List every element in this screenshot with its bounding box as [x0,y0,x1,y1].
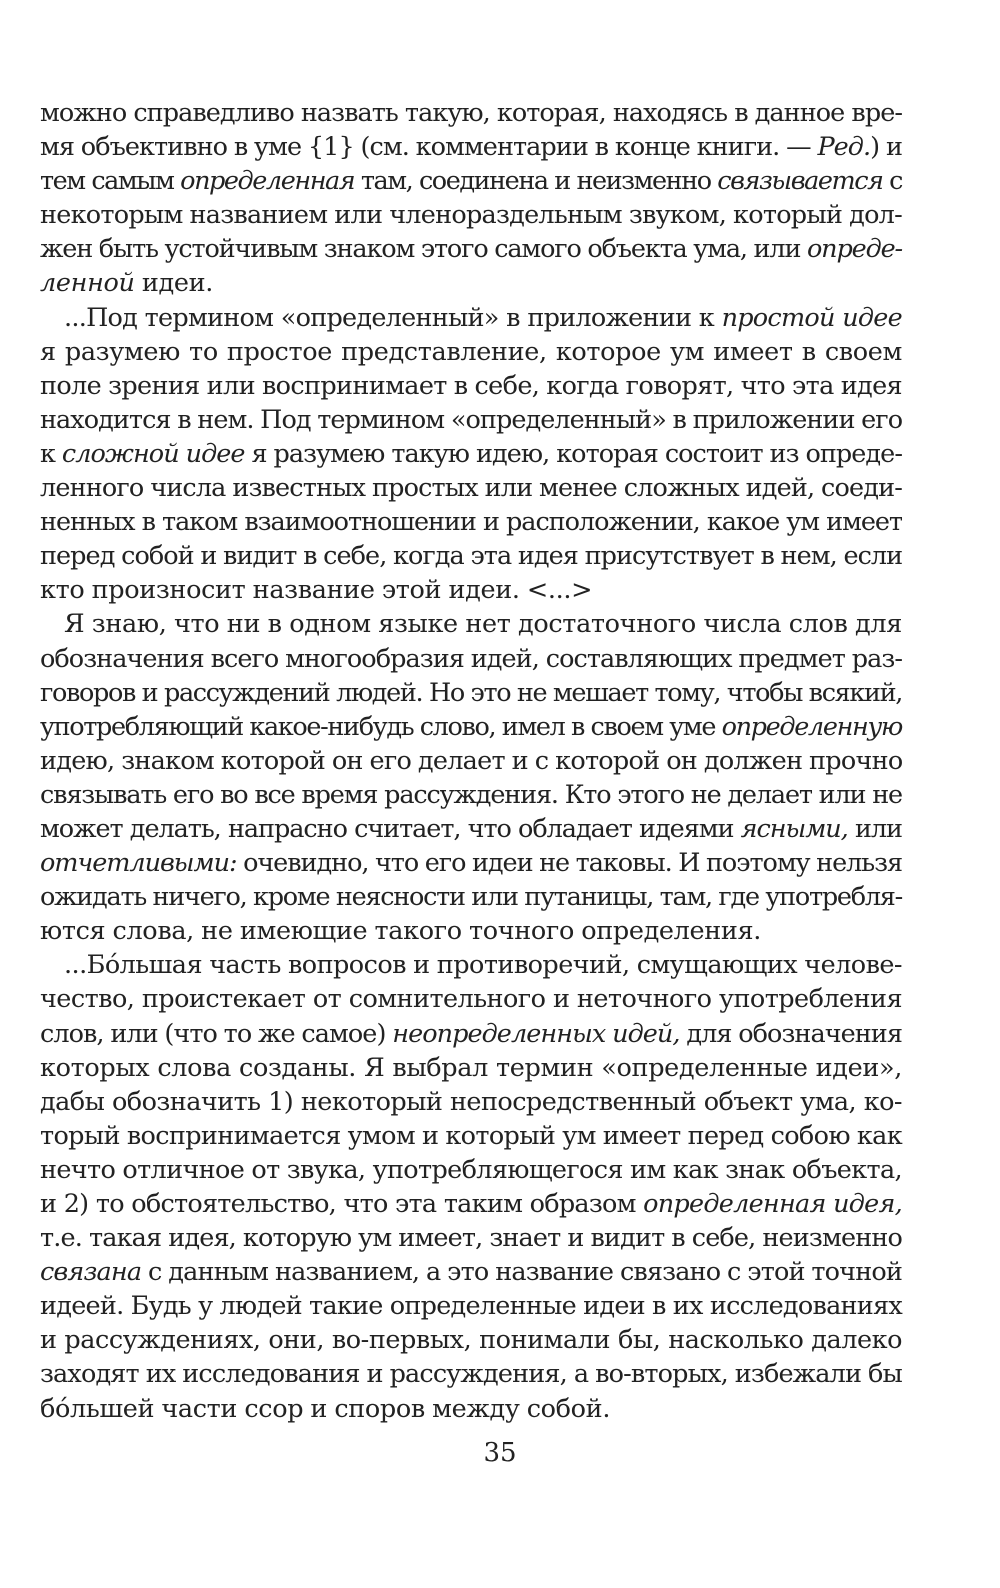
italic-text: опреде- [806,234,902,265]
text-line: торый воспринимается умом и который ум имеет перед собою как [40,1120,902,1151]
text-line: бóльшей части ссор и споров между собой. [40,1393,611,1424]
text-line: кто произносит название этой идеи. <...> [40,575,593,606]
italic-text: простой идее [721,302,902,333]
text-line: дабы обозначить 1) некоторый непосредственный объект ума, ко- [40,1086,902,1117]
text-line: находится в нем. Под термином «определенный» в приложении его [40,404,903,435]
text-line: ются слова, не имеющие такого точного определения. [40,916,762,947]
text-line: чество, проистекает от сомнительного и неточного употребления [40,984,902,1015]
text-line: к сложной идее я разумею такую идею, которая состоит из опреде- [40,438,902,469]
italic-text: определенная идея, [643,1189,902,1219]
text-line: поле зрения или воспринимает в себе, когда говорят, что эта идея [40,370,902,401]
text-line: т.е. такая идея, которую ум имеет, знает и видит в себе, неизменно [40,1223,902,1254]
text-line: идеей. Будь у людей такие определенные идеи в их исследованиях [40,1291,902,1322]
text-line: отчетливыми: очевидно, что его идеи не таковы. И поэтому нельзя [40,848,902,879]
text-line: жен быть устойчивым знаком этого самого объекта ума, или опреде- [40,234,902,265]
paragraph-2 [40,301,902,608]
paragraph-4 [40,948,902,1425]
text-line: говоров и рассуждений людей. Но это не мешает тому, чтобы всякий, [40,677,902,708]
text-line: мя объективно в уме {1} (см. комментарии в конце книги. — Ред.) и [40,132,902,163]
text-line: заходят их исследования и рассуждения, а во-вторых, избежали бы [40,1359,902,1390]
text-line: ...Под термином «определенный» в приложении к простой идее [64,302,902,333]
text-line: ленной идеи. [40,268,214,299]
text-line: которых слова созданы. Я выбрал термин «определенные идеи», [40,1052,902,1083]
text-line: ленного числа известных простых или менее сложных идей, соеди- [40,473,902,504]
italic-text: отчетливыми: [40,848,237,879]
text-line: можно справедливо назвать такую, которая, находясь в данное вре- [40,98,902,128]
italic-text: ясными, [740,813,848,844]
text-line: связана с данным названием, а это название связано с этой точной [40,1257,902,1288]
text-line: тем самым определенная там, соединена и неизменно связывается с [40,166,902,197]
italic-text: неопределенных идей, [392,1018,680,1049]
text-line: связывать его во все время рассуждения. Кто этого не делает или не [40,779,902,810]
text-line: и 2) то обстоятельство, что эта таким образом определенная идея, [40,1189,902,1219]
text-line: может делать, напрасно считает, что обладает идеями ясными, или [40,813,902,844]
page-body [40,96,902,1426]
italic-text: связана [40,1257,142,1288]
text-line: ожидать ничего, кроме неясности или путаницы, там, где употребля- [40,882,902,913]
text-line: ...Бóльшая часть вопросов и противоречий, смущающих челове- [64,950,902,981]
text-line: нечто отличное от звука, употребляющегося им как знак объекта, [40,1154,902,1185]
text-line: ненных в таком взаимоотношении и расположении, какое ум имеет [40,507,902,538]
text-line: перед собой и видит в себе, когда эта идея присутствует в нем, если [40,541,903,572]
italic-text: определенная [180,166,355,197]
text-line: обозначения всего многообразия идей, составляющих предмет раз- [40,643,902,674]
page-number: 35 [483,1438,517,1468]
text-line: идею, знаком которой он его делает и с которой он должен прочно [40,745,903,776]
italic-text: Ред. [817,132,871,163]
italic-text: определенную [721,711,902,742]
text-line: некоторым названием или членораздельным звуком, который дол- [40,200,902,231]
italic-text: сложной идее [61,438,245,469]
paragraph-1 [40,96,902,301]
italic-text: связывается [717,166,883,197]
text-line: я разумею то простое представление, которое ум имеет в своем [40,336,902,367]
text-line: Я знаю, что ни в одном языке нет достаточного числа слов для [64,609,902,640]
text-line: слов, или (что то же самое) неопределенных идей, для обозначения [40,1018,902,1049]
text-line: и рассуждениях, они, во-первых, понимали бы, насколько далеко [40,1325,902,1356]
paragraph-3 [40,607,902,948]
text-line: употребляющий какое-нибудь слово, имел в своем уме определенную [40,711,902,742]
italic-text: ленной [40,268,135,299]
